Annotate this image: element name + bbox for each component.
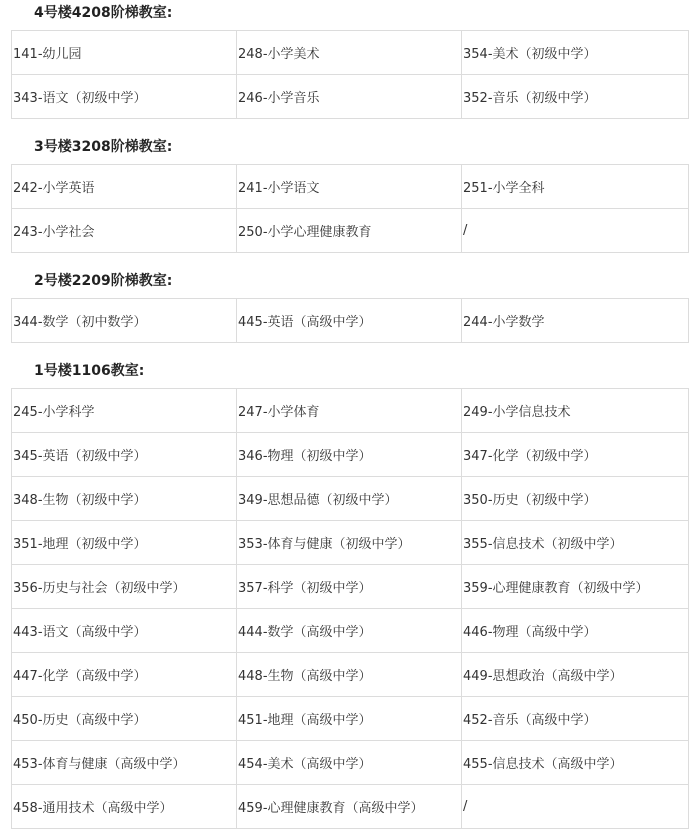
table-cell: 455-信息技术（高级中学） xyxy=(462,741,689,785)
table-cell: 249-小学信息技术 xyxy=(462,389,689,433)
table-cell: 141-幼儿园 xyxy=(12,31,237,75)
table-cell: 351-地理（初级中学） xyxy=(12,521,237,565)
table-row xyxy=(12,433,689,477)
table-cell: 248-小学美术 xyxy=(237,31,462,75)
classroom-table xyxy=(11,164,689,253)
section-heading: 4号楼4208阶梯教室: xyxy=(34,5,173,21)
section-heading: 1号楼1106教室: xyxy=(34,363,145,379)
section-heading: 3号楼3208阶梯教室: xyxy=(34,139,173,155)
table-row xyxy=(12,785,689,829)
table-cell: 443-语文（高级中学） xyxy=(12,609,237,653)
table-cell: 452-音乐（高级中学） xyxy=(462,697,689,741)
table-cell: 445-英语（高级中学） xyxy=(237,299,462,343)
table-row xyxy=(12,609,689,653)
table-row xyxy=(12,165,689,209)
table-cell: 458-通用技术（高级中学） xyxy=(12,785,237,829)
table-cell: 446-物理（高级中学） xyxy=(462,609,689,653)
classroom-table xyxy=(11,30,689,119)
table-row xyxy=(12,31,689,75)
table-cell: 243-小学社会 xyxy=(12,209,237,253)
table-row xyxy=(12,565,689,609)
table-cell: 242-小学英语 xyxy=(12,165,237,209)
table-cell: / xyxy=(462,785,689,829)
table-cell: 454-美术（高级中学） xyxy=(237,741,462,785)
table-cell: 250-小学心理健康教育 xyxy=(237,209,462,253)
table-cell: 355-信息技术（初级中学） xyxy=(462,521,689,565)
table-cell: 246-小学音乐 xyxy=(237,75,462,119)
table-cell: 352-音乐（初级中学） xyxy=(462,75,689,119)
table-cell: 251-小学全科 xyxy=(462,165,689,209)
table-cell: 359-心理健康教育（初级中学） xyxy=(462,565,689,609)
table-row xyxy=(12,299,689,343)
table-cell: 451-地理（高级中学） xyxy=(237,697,462,741)
table-row xyxy=(12,389,689,433)
table-row xyxy=(12,75,689,119)
section-heading: 2号楼2209阶梯教室: xyxy=(34,273,173,289)
table-cell: 354-美术（初级中学） xyxy=(462,31,689,75)
table-row xyxy=(12,741,689,785)
table-row xyxy=(12,521,689,565)
table-cell: 345-英语（初级中学） xyxy=(12,433,237,477)
table-cell: 453-体育与健康（高级中学） xyxy=(12,741,237,785)
classroom-table xyxy=(11,388,689,829)
table-cell: 346-物理（初级中学） xyxy=(237,433,462,477)
table-cell: 448-生物（高级中学） xyxy=(237,653,462,697)
table-cell: 450-历史（高级中学） xyxy=(12,697,237,741)
table-cell: 356-历史与社会（初级中学） xyxy=(12,565,237,609)
table-cell: 245-小学科学 xyxy=(12,389,237,433)
table-row xyxy=(12,477,689,521)
table-cell: 348-生物（初级中学） xyxy=(12,477,237,521)
table-cell: 343-语文（初级中学） xyxy=(12,75,237,119)
table-cell: 344-数学（初中数学） xyxy=(12,299,237,343)
table-cell: 447-化学（高级中学） xyxy=(12,653,237,697)
table-row xyxy=(12,697,689,741)
table-cell: 353-体育与健康（初级中学） xyxy=(237,521,462,565)
classroom-table xyxy=(11,298,689,343)
table-cell: 350-历史（初级中学） xyxy=(462,477,689,521)
table-cell: / xyxy=(462,209,689,253)
table-row xyxy=(12,209,689,253)
table-cell: 349-思想品德（初级中学） xyxy=(237,477,462,521)
table-row xyxy=(12,653,689,697)
table-cell: 459-心理健康教育（高级中学） xyxy=(237,785,462,829)
table-cell: 244-小学数学 xyxy=(462,299,689,343)
table-cell: 357-科学（初级中学） xyxy=(237,565,462,609)
table-cell: 449-思想政治（高级中学） xyxy=(462,653,689,697)
table-cell: 444-数学（高级中学） xyxy=(237,609,462,653)
table-cell: 347-化学（初级中学） xyxy=(462,433,689,477)
table-cell: 241-小学语文 xyxy=(237,165,462,209)
table-cell: 247-小学体育 xyxy=(237,389,462,433)
